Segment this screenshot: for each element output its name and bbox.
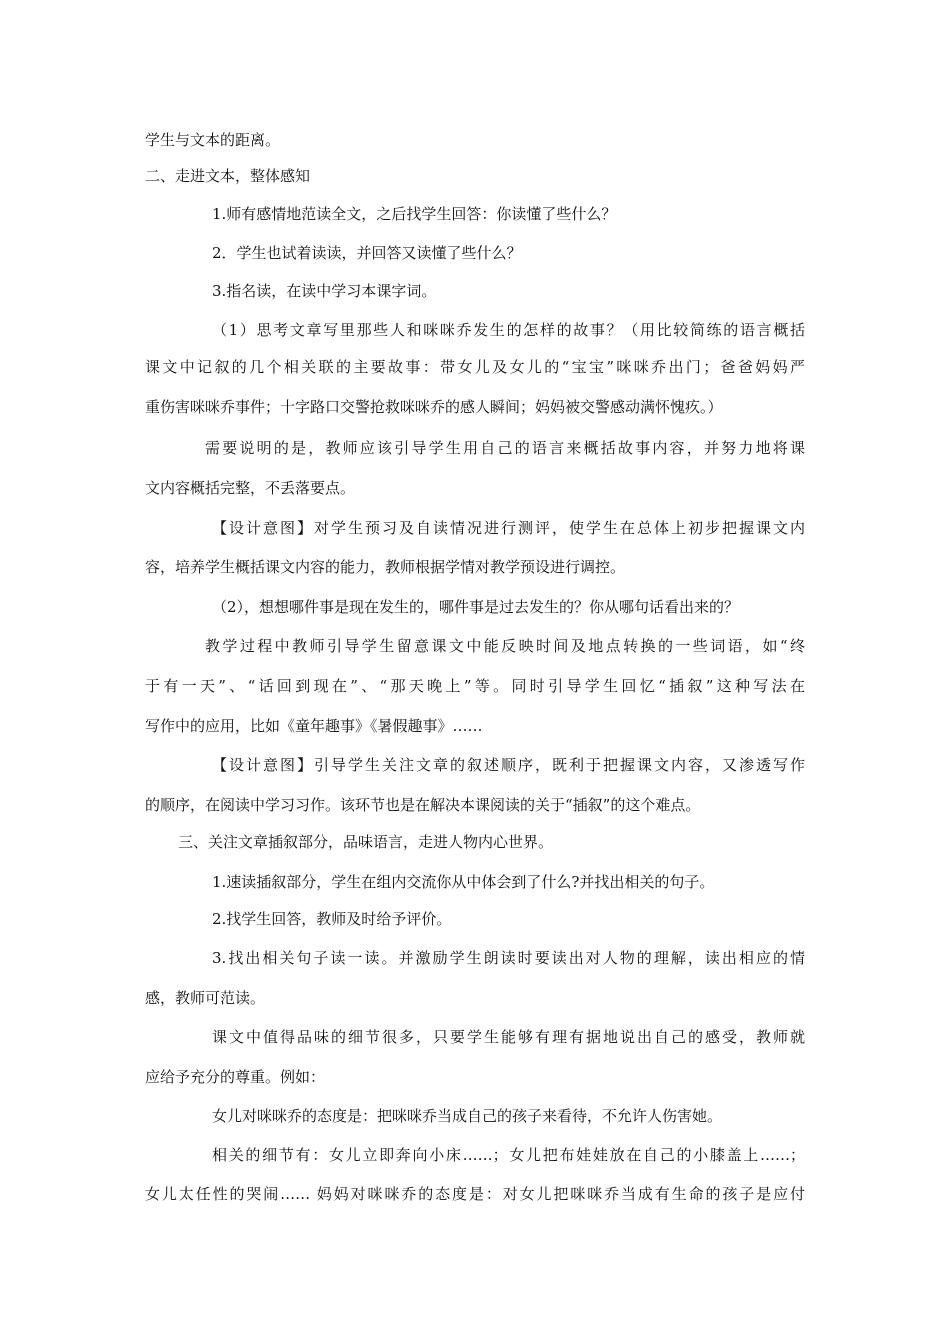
text-line: 写作中的应用，比如《童年趣事》《暑假趣事》…… <box>145 717 483 735</box>
text-line: 女儿太任性的哭闹…… 妈妈对咪咪乔的态度是：对女儿把咪咪乔当成有生命的孩子是应付 <box>145 1185 805 1203</box>
section-heading: 二、走进文本，整体感知 <box>145 167 311 185</box>
text-line: 的顺序，在阅读中学习习作。该环节也是在解决本课阅读的关于“插叙”的这个难点。 <box>145 796 701 814</box>
text-line: 【设计意图】引导学生关注文章的叙述顺序，既利于把握课文内容，又渗透写作 <box>212 756 805 774</box>
text-line: 教学过程中教师引导学生留意课文中能反映时间及地点转换的一些词语，如“终 <box>205 637 805 655</box>
text-line: 容，培养学生概括课文内容的能力，教师根据学情对教学预设进行调控。 <box>145 558 626 576</box>
text-line: 文内容概括完整，不丢落要点。 <box>145 479 356 497</box>
text-line: 课文中记叙的几个相关联的主要故事：带女儿及女儿的“宝宝”咪咪乔出门；爸爸妈妈严 <box>145 358 805 376</box>
text-line: 课文中值得品味的细节很多，只要学生能够有理有据地说出自己的感受，教师就 <box>212 1028 805 1046</box>
text-line: 于有一天”、“话回到现在”、“那天晚上”等。同时引导学生回忆“插叙”这种写法在 <box>145 677 805 695</box>
text-line: 需要说明的是，教师应该引导学生用自己的语言来概括故事内容，并努力地将课 <box>205 439 805 457</box>
text-line: 相关的细节有：女儿立即奔向小床……；女儿把布娃娃放在自己的小膝盖上……； <box>212 1146 805 1164</box>
text-line: 1.师有感情地范读全文，之后找学生回答：你读懂了些什么？ <box>212 205 617 223</box>
text-line: （2），想想哪件事是现在发生的，哪件事是过去发生的？你从哪句话看出来的？ <box>212 598 740 616</box>
text-line: 学生与文本的距离。 <box>145 131 281 149</box>
text-line: （1）思考文章写里那些人和咪咪乔发生的怎样的故事？（用比较简练的语言概括 <box>212 321 805 339</box>
text-line: 应给予充分的尊重。例如： <box>145 1068 326 1086</box>
text-line: 感，教师可范读。 <box>145 989 266 1007</box>
text-line: 3.指名读，在读中学习本课字词。 <box>212 282 437 300</box>
text-line: 1.速读插叙部分，学生在组内交流你从中体会到了什么?并找出相关的句子。 <box>212 873 715 891</box>
text-line: 2．学生也试着读读，并回答又读懂了些什么？ <box>212 244 522 262</box>
text-line: 【设计意图】对学生预习及自读情况进行测评，使学生在总体上初步把握课文内 <box>212 519 805 537</box>
text-line: 重伤害咪咪乔事件；十字路口交警抢救咪咪乔的感人瞬间；妈妈被交警感动满怀愧疚。） <box>145 398 723 416</box>
section-heading: 三、关注文章插叙部分，品味语言，走进人物内心世界。 <box>178 833 554 851</box>
text-line: 3.找出相关句子读一读。并激励学生朗读时要读出对人物的理解，读出相应的情 <box>212 949 805 967</box>
text-line: 2.找学生回答，教师及时给予评价。 <box>212 910 452 928</box>
text-line: 女儿对咪咪乔的态度是：把咪咪乔当成自己的孩子来看待，不允许人伤害她。 <box>212 1107 723 1125</box>
